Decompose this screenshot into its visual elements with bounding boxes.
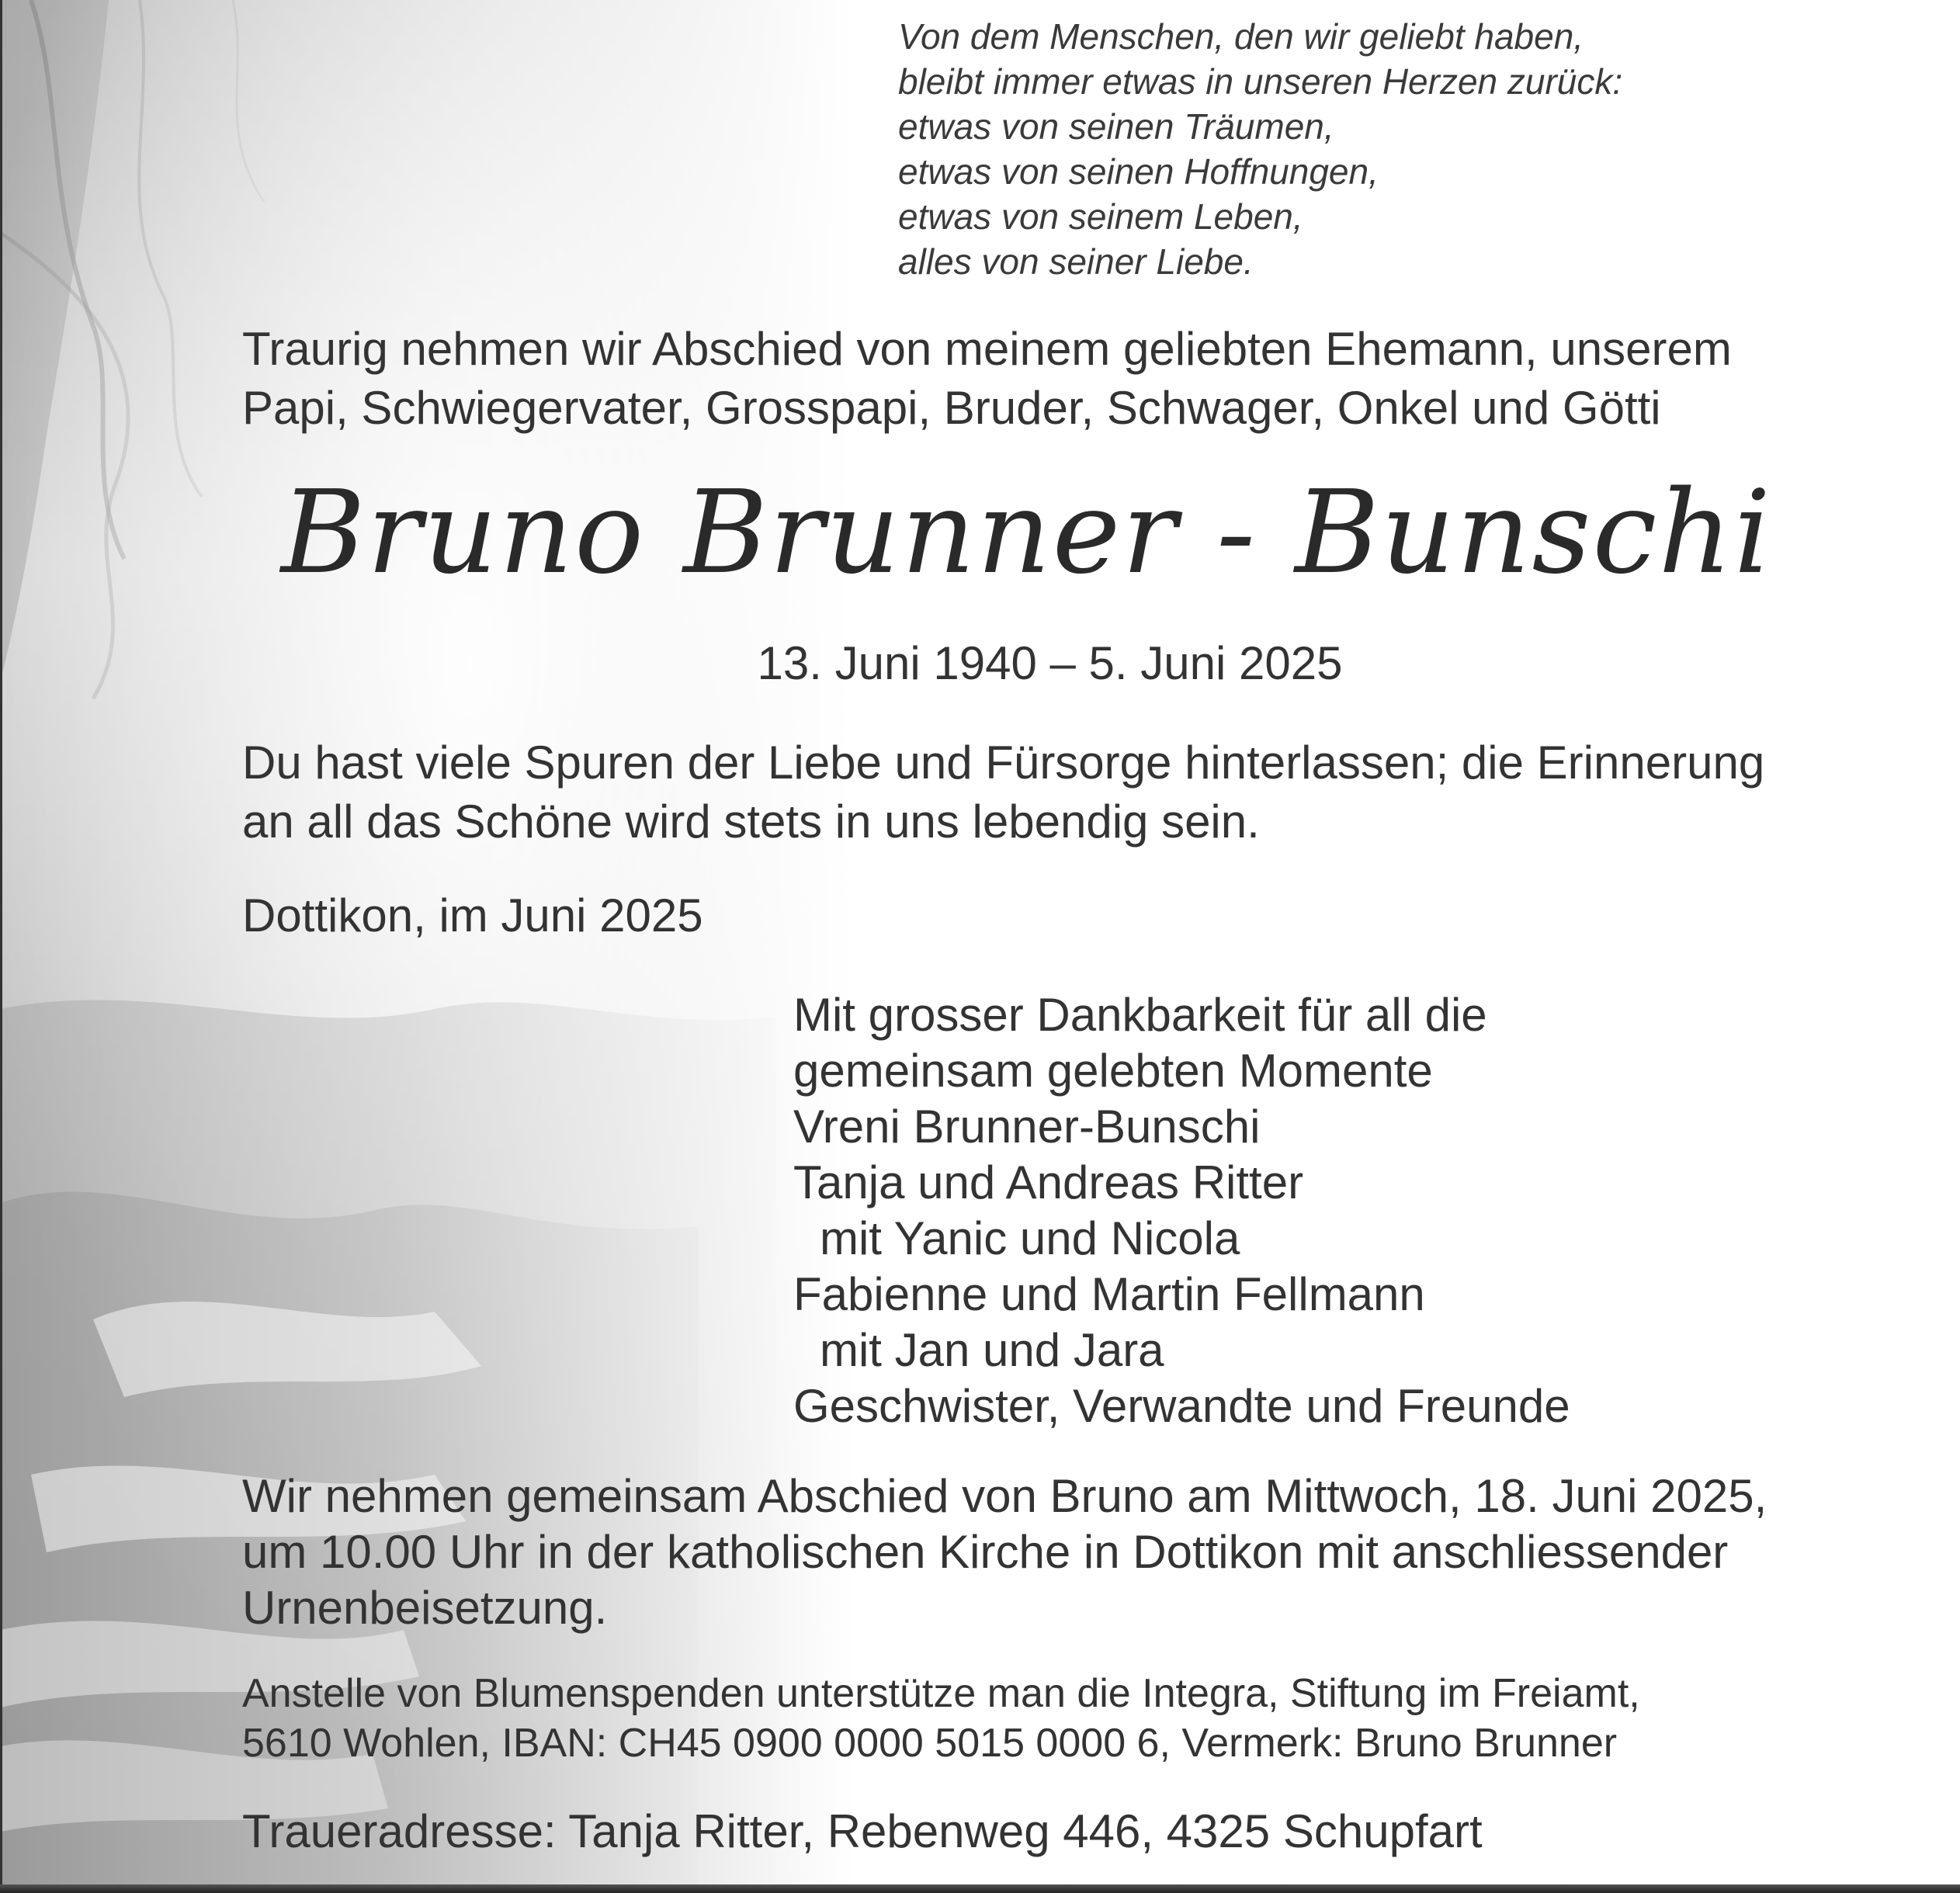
- mourners-list: [793, 987, 1570, 1434]
- funeral-service-info: [242, 1468, 1767, 1636]
- poem-line: alles von seiner Liebe.: [898, 241, 1254, 282]
- poem-line: etwas von seinem Leben,: [898, 196, 1303, 237]
- mourning-address: Traueradresse: Tanja Ritter, Rebenweg 446, 4325 Schupfart: [242, 1805, 1483, 1857]
- poem: [898, 14, 1622, 284]
- place-and-date: Dottikon, im Juni 2025: [242, 889, 703, 941]
- deceased-name: Bruno Brunner - Bunschi: [280, 466, 1773, 599]
- service-line: Wir nehmen gemeinsam Abschied von Bruno am Mittwoch, 18. Juni 2025,: [242, 1470, 1767, 1522]
- donation-info: [242, 1669, 1640, 1768]
- service-line: um 10.00 Uhr in der katholischen Kirche in Dottikon mit anschliessender: [242, 1526, 1729, 1578]
- memory-line: an all das Schöne wird stets in uns lebendig sein.: [242, 796, 1260, 848]
- mourners-line: Vreni Brunner-Bunschi: [793, 1101, 1261, 1153]
- poem-line: etwas von seinen Hoffnungen,: [898, 151, 1379, 192]
- memory-text: [242, 733, 1764, 851]
- memory-line: Du hast viele Spuren der Liebe und Fürsorge hinterlassen; die Erinnerung: [242, 737, 1765, 789]
- mourners-line: gemeinsam gelebten Momente: [793, 1045, 1433, 1097]
- intro-line: Papi, Schwiegervater, Grosspapi, Bruder, Schwager, Onkel und Götti: [242, 382, 1661, 434]
- poem-line: etwas von seinen Träumen,: [898, 106, 1334, 147]
- mourners-line: Tanja und Andreas Ritter: [793, 1156, 1304, 1208]
- poem-line: Von dem Menschen, den wir geliebt haben,: [898, 16, 1584, 57]
- intro-line: Traurig nehmen wir Abschied von meinem geliebten Ehemann, unserem: [242, 323, 1732, 375]
- donation-line: 5610 Wohlen, IBAN: CH45 0900 0000 5015 0000 6, Vermerk: Bruno Brunner: [242, 1721, 1618, 1766]
- service-line: Urnenbeisetzung.: [242, 1582, 608, 1634]
- life-dates: 13. Juni 1940 – 5. Juni 2025: [757, 637, 1343, 689]
- mourners-line: Mit grosser Dankbarkeit für all die: [793, 989, 1487, 1041]
- mourners-line: mit Yanic und Nicola: [820, 1212, 1240, 1264]
- poem-line: bleibt immer etwas in unseren Herzen zurück:: [898, 61, 1623, 102]
- donation-line: Anstelle von Blumenspenden unterstütze man die Integra, Stiftung im Freiamt,: [242, 1671, 1640, 1716]
- mourners-line: mit Jan und Jara: [820, 1324, 1164, 1376]
- mourners-line: Geschwister, Verwandte und Freunde: [793, 1380, 1570, 1432]
- intro-text: [242, 320, 1888, 438]
- mourners-line: Fabienne und Martin Fellmann: [793, 1268, 1425, 1320]
